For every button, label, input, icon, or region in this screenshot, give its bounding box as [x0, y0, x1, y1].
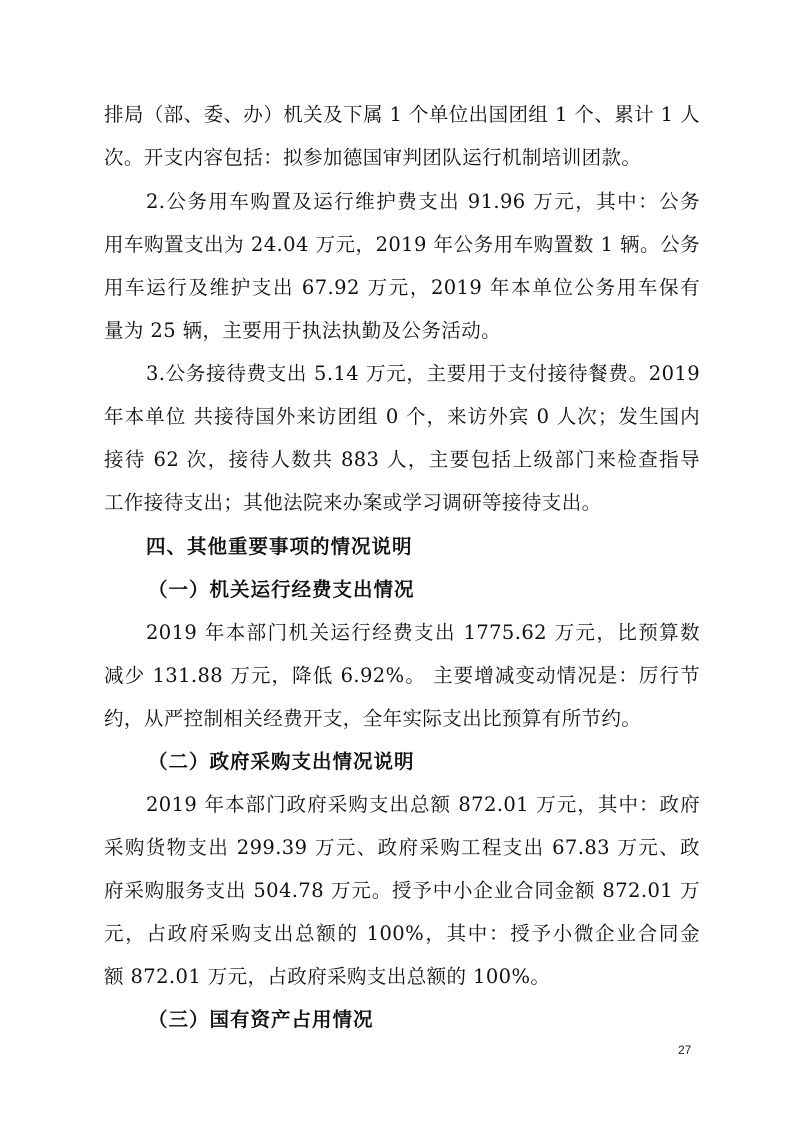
paragraph-line: 2019 年本部门机关运行经费支出 1775.62 万元，比预算数 — [146, 621, 700, 644]
paragraph-line: 元，占政府采购支出总额的 100%，其中：授予小微企业合同金 — [104, 922, 700, 945]
paragraph-line: 工作接待支出；其他法院来办案或学习调研等接待支出。 — [104, 491, 602, 514]
paragraph-line: 年本单位 共接待国外来访团组 0 个，来访外宾 0 人次；发生国内 — [104, 405, 700, 428]
paragraph-line: 3.公务接待费支出 5.14 万元，主要用于支付接待餐费。2019 — [146, 362, 700, 385]
paragraph-line: 府采购服务支出 504.78 万元。授予中小企业合同金额 872.01 万 — [104, 879, 700, 902]
paragraph-line: 用车购置支出为 24.04 万元，2019 年公务用车购置数 1 辆。公务 — [104, 233, 700, 256]
page-number: 27 — [678, 1043, 692, 1057]
paragraph-line: 2.公务用车购置及运行维护费支出 91.96 万元，其中：公务 — [146, 190, 700, 213]
paragraph-line: 减少 131.88 万元，降低 6.92%。 主要增减变动情况是：厉行节 — [104, 664, 700, 687]
paragraph-line: 2019 年本部门政府采购支出总额 872.01 万元，其中：政府 — [146, 793, 700, 816]
subsection-heading: （二）政府采购支出情况说明 — [148, 750, 415, 773]
subsection-heading: （一）机关运行经费支出情况 — [148, 578, 415, 601]
paragraph-line: 约，从严控制相关经费开支，全年实际支出比预算有所节约。 — [104, 707, 642, 730]
section-heading: 四、其他重要事项的情况说明 — [146, 535, 413, 558]
subsection-heading: （三）国有资产占用情况 — [148, 1008, 374, 1031]
paragraph-line: 采购货物支出 299.39 万元、政府采购工程支出 67.83 万元、政 — [104, 836, 700, 859]
paragraph-line: 接待 62 次，接待人数共 883 人，主要包括上级部门来检查指导 — [104, 448, 700, 471]
paragraph-line: 次。开支内容包括：拟参加德国审判团队运行机制培训团款。 — [104, 146, 642, 169]
paragraph-line: 量为 25 辆，主要用于执法执勤及公务活动。 — [104, 319, 502, 342]
paragraph-line: 额 872.01 万元，占政府采购支出总额的 100%。 — [104, 965, 551, 988]
paragraph-line: 用车运行及维护支出 67.92 万元，2019 年本单位公务用车保有 — [104, 276, 700, 299]
paragraph-line: 排局（部、委、办）机关及下属 1 个单位出国团组 1 个、累计 1 人 — [104, 103, 700, 126]
